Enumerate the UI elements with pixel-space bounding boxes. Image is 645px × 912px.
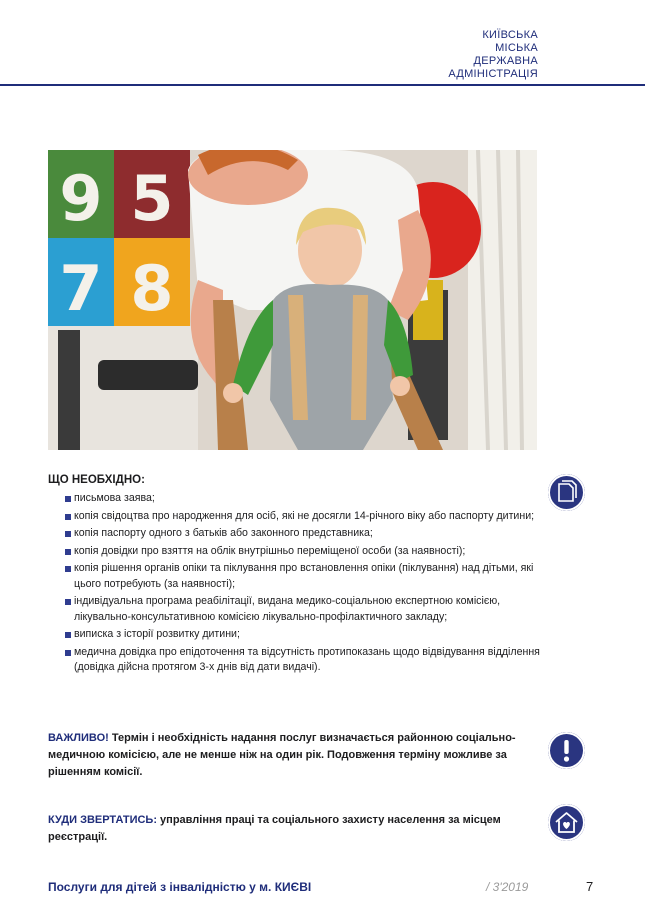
bullet-square-icon bbox=[65, 566, 71, 572]
footer-title: Послуги для дітей з інвалідністю у м. КИЄВІ bbox=[48, 880, 312, 894]
list-item-text: виписка з історії розвитку дитини; bbox=[74, 628, 240, 640]
list-item bbox=[48, 594, 540, 625]
contact-text: управління праці та соціального захисту населення за місцем реєстрації. bbox=[48, 814, 501, 843]
wall-number-7: 7 bbox=[59, 252, 103, 325]
list-item-text: письмова заява; bbox=[74, 492, 155, 504]
exclamation-icon bbox=[548, 732, 585, 769]
contact-note bbox=[48, 812, 540, 846]
wall-number-9: 9 bbox=[59, 162, 103, 235]
wall-number-5: 5 bbox=[130, 162, 174, 235]
photo-illustration bbox=[48, 150, 537, 450]
bullet-square-icon bbox=[65, 632, 71, 638]
bullet-square-icon bbox=[65, 514, 71, 520]
list-item-text: копія довідки про взяття на облік внутрішньо переміщеної особи (за наявності); bbox=[74, 544, 466, 557]
list-item bbox=[48, 544, 540, 560]
important-text: Термін і необхідність надання послуг визначається районною соціально-медичною комісією, але не менше ніж на один рік. Подовження терміну можливе за рішенням комісії. bbox=[48, 732, 516, 778]
list-item bbox=[48, 645, 540, 676]
list-item-text: копія рішення органів опіки та піклування про встановлення опіки (піклування) над дітьми, які цього потребують (за наявності); bbox=[74, 562, 534, 590]
rehabilitation-photo bbox=[48, 150, 537, 450]
footer-issue: / 3'2019 bbox=[486, 880, 529, 894]
org-line-4: АДМІНІСТРАЦІЯ bbox=[448, 68, 538, 80]
wall-number-8: 8 bbox=[130, 252, 174, 325]
list-item bbox=[48, 491, 540, 507]
org-line-2: МІСЬКА bbox=[495, 42, 538, 54]
bullet-square-icon bbox=[65, 599, 71, 605]
important-note bbox=[48, 730, 540, 781]
list-item-text: копія паспорту одного з батьків або законного представника; bbox=[74, 527, 373, 539]
org-line-3: ДЕРЖАВНА bbox=[473, 55, 538, 67]
bullet-square-icon bbox=[65, 531, 71, 537]
list-item bbox=[48, 509, 540, 525]
bullet-square-icon bbox=[65, 650, 71, 656]
important-label: ВАЖЛИВО! bbox=[48, 732, 109, 744]
list-item bbox=[48, 526, 540, 542]
list-item-text: копія свідоцтва про народження для осіб, які не досягли 14-річного віку або паспорту дитини; bbox=[74, 509, 535, 522]
list-item bbox=[48, 627, 540, 643]
organization-name bbox=[448, 29, 538, 81]
documents-icon bbox=[548, 474, 585, 511]
contact-label: КУДИ ЗВЕРТАТИСЬ: bbox=[48, 814, 157, 826]
list-item bbox=[48, 561, 540, 592]
home-heart-icon bbox=[548, 804, 585, 841]
page-number: 7 bbox=[586, 879, 594, 894]
org-line-1: КИЇВСЬКА bbox=[482, 29, 538, 41]
list-item-text: медична довідка про епідоточення та відсутність протипоказань щодо відвідування відділення (довідка дійсна протягом 3-х днів від дати видачі). bbox=[74, 645, 540, 673]
requirements-list bbox=[48, 489, 540, 676]
bullet-square-icon bbox=[65, 549, 71, 555]
requirements-title: ЩО НЕОБХІДНО: bbox=[48, 474, 145, 486]
bullet-square-icon bbox=[65, 496, 71, 502]
list-item-text: індивідуальна програма реабілітації, видана медико-соціальною експертною комісією, лікувально-консультативною комісією лікувально-профілактичного закладу; bbox=[74, 595, 501, 623]
header-divider bbox=[0, 84, 645, 86]
